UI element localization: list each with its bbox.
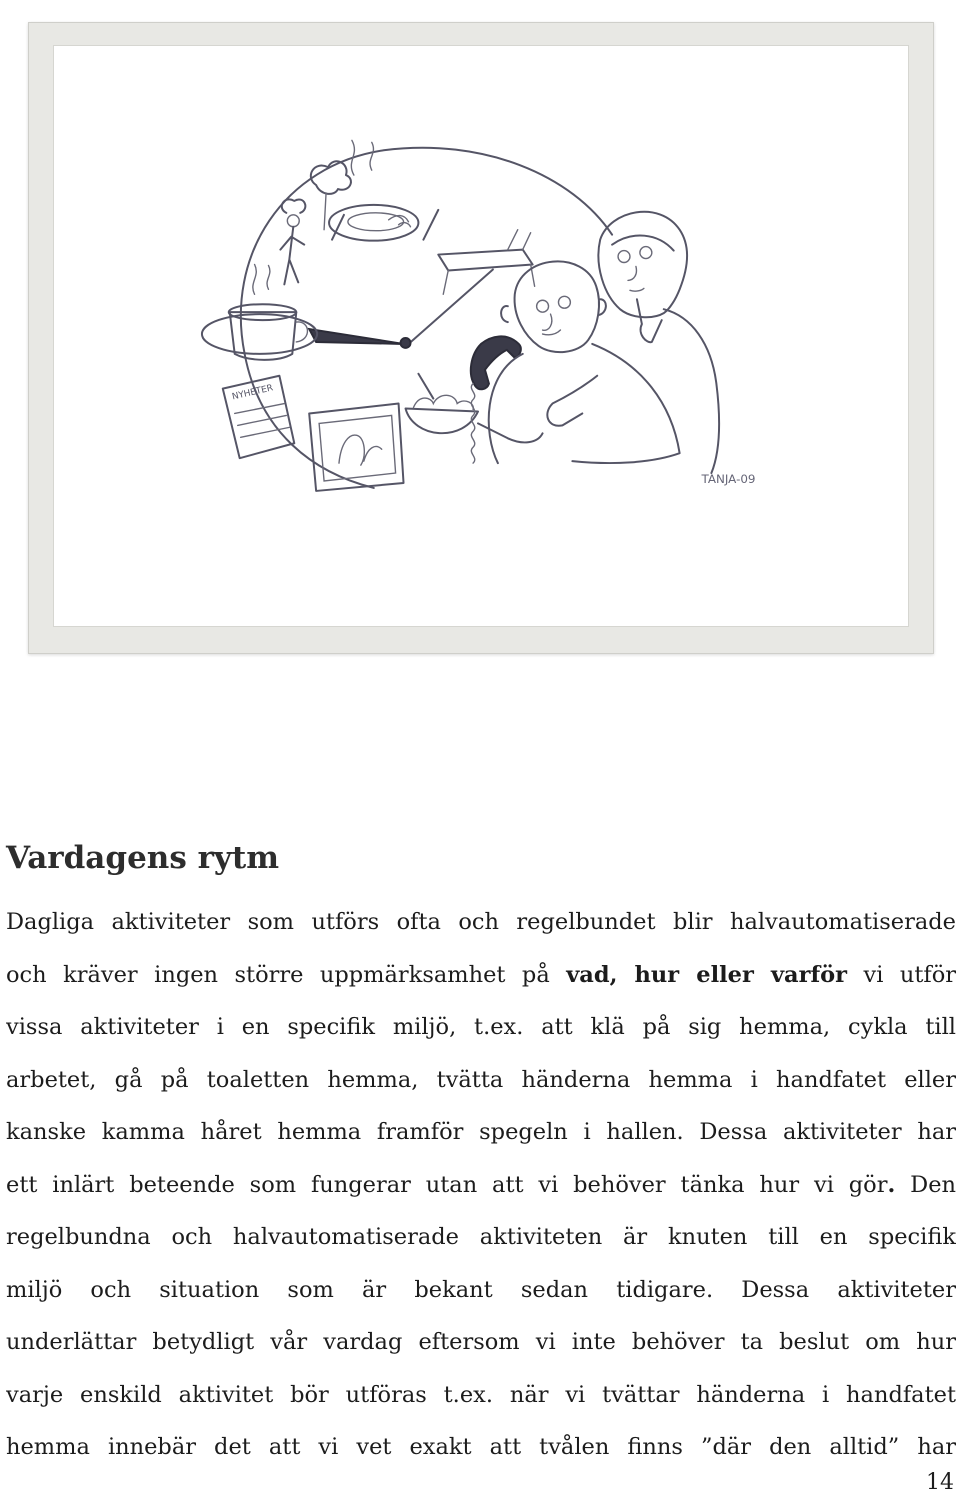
paragraph-line: regelbundna och halvautomatiserade aktiviteten är knuten till en specifik [6, 1224, 956, 1250]
line-text: Den [895, 1171, 956, 1198]
line-text: vi utför [847, 961, 956, 988]
dinner-plate-icon [329, 140, 438, 240]
paragraph-line: arbetet, gå på toaletten hemma, tvätta händerna hemma i handfatet eller [6, 1066, 956, 1093]
paragraph-line: kanske kamma håret hemma framför spegeln i hallen. Dessa aktiviteter har [6, 1119, 956, 1145]
paragraph-line [6, 1159, 956, 1212]
emphasized-text: . [887, 1171, 896, 1198]
line-text: ett inlärt beteende som fungerar utan att vi behöver tänka hur vi gör [6, 1171, 888, 1198]
picture-mat [53, 45, 909, 627]
paragraph-line: vissa aktiviteter i en specifik miljö, t.ex. att klä på sig hemma, cykla till [6, 1014, 956, 1040]
woman-figure [598, 212, 719, 473]
paragraph-line: underlättar betydligt vår vardag eftersom vi inte behöver ta beslut om hur [6, 1329, 956, 1355]
paragraph-line [6, 949, 956, 1002]
bed-icon [438, 230, 534, 295]
paragraph-line: varje enskild aktivitet bör utföras t.ex. när vi tvättar händerna i handfatet [6, 1381, 956, 1408]
clock-hands [309, 269, 493, 347]
telephone-icon [471, 336, 521, 463]
paragraph-line: miljö och situation som är bekant sedan tidigare. Dessa aktiviteter [6, 1276, 956, 1303]
bowl-icon [406, 374, 479, 433]
page-number: 14 [926, 1470, 954, 1495]
picture-frame [28, 22, 934, 654]
tv-icon [309, 404, 403, 491]
artist-signature: TANJA-09 [701, 471, 756, 486]
paragraph-line: Dagliga aktiviteter som utförs ofta och regelbundet blir halvautomatiserade [6, 909, 956, 935]
newspaper-icon [223, 376, 295, 458]
line-text: och kräver ingen större uppmärksamhet på [6, 961, 567, 988]
newspaper-title: NYHETER [231, 383, 275, 403]
paragraph-line: hemma innebär det att vi vet exakt att tvålen finns ”där den alltid” har [6, 1434, 956, 1460]
coffee-cup-icon [202, 264, 317, 359]
clock-circle [241, 148, 612, 354]
clock-illustration [54, 46, 908, 626]
section-heading: Vardagens rytm [6, 840, 280, 876]
body-paragraph [6, 896, 956, 1474]
bald-man-figure [478, 261, 680, 463]
emphasized-text: vad, hur eller varför [566, 961, 848, 988]
